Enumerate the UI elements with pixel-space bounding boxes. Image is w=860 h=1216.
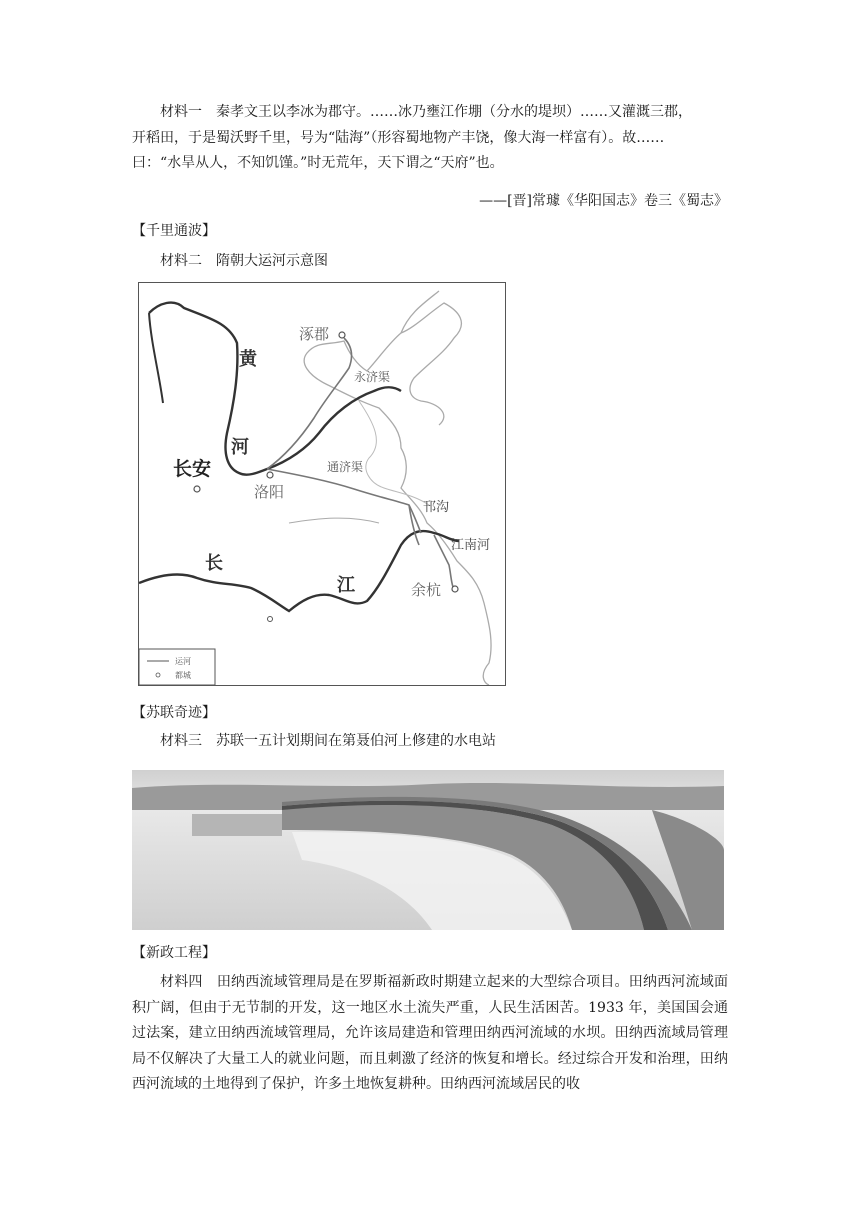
luoyang-city-dot [267, 472, 273, 478]
label-changan: 长安 [173, 459, 212, 480]
power-house [192, 814, 282, 836]
zhuojun-city-dot [339, 332, 345, 338]
label-huang: 黄 [239, 349, 257, 369]
tongji-canal [267, 469, 421, 533]
label-tongji: 通济渠 [327, 460, 364, 474]
material-four-paragraph: 材料四 田纳西流域管理局是在罗斯福新政时期建立起来的大型综合项目。田纳西河流域面积广阔，但由于无节制的开发，这一地区水土流失严重，人民生活困苦。1933 年，美国国会通过法案，建立田纳西流域管理局，允许该局建造和管理田纳西河流域的水坝。田纳西流域局管理局不仅解决了大量工人的就业问题，而且刺激了经济的恢复和增长。经过综合开发和治理，田纳西河流域的土地得到了保护，许多土地恢复耕种。田纳西河流域居民的收 [132, 974, 728, 1092]
section-title-canal: 【千里通波】 [132, 223, 216, 239]
minor-river [289, 518, 379, 523]
dam-illustration [132, 770, 724, 930]
changan-city-dot [194, 486, 200, 492]
legend-canal-label: 运河 [175, 657, 191, 666]
material-two-title: 材料二 隋朝大运河示意图 [160, 253, 328, 269]
section-title-soviet: 【苏联奇迹】 [132, 705, 216, 721]
map-drawing [139, 283, 505, 685]
section-title-new-deal: 【新政工程】 [132, 945, 216, 961]
label-luoyang: 洛阳 [254, 484, 285, 501]
material-one-line-3: 曰：“水旱从人，不知饥馑。”时无荒年，天下谓之“天府”也。 [132, 155, 504, 171]
material-one-citation: ——[晋]常璩《华阳国志》卷三《蜀志》 [479, 193, 728, 209]
material-one-line-2: 开稻田，于是蜀沃野千里，号为“陆海”（形容蜀地物产丰饶，像大海一样富有）。故…… [132, 129, 665, 146]
label-zhuojun: 涿郡 [299, 326, 330, 343]
yellow-river-source [149, 313, 163, 403]
label-yuhang: 余杭 [411, 582, 442, 599]
yellow-river [149, 303, 401, 475]
coastline [304, 291, 491, 685]
label-yongji: 永济渠 [354, 370, 391, 384]
yongji-canal [267, 338, 351, 469]
yuhang-city-dot [452, 586, 458, 592]
label-jiangnan: 江南河 [451, 537, 491, 552]
material-one-paragraph [132, 100, 728, 177]
label-chang: 长 [205, 553, 223, 573]
label-jiang: 江 [337, 575, 355, 595]
legend-city-dot [156, 673, 160, 677]
peninsula-outline [401, 303, 461, 425]
material-three-title: 材料三 苏联一五计划期间在第聂伯河上修建的水电站 [160, 733, 496, 749]
dnieper-dam-photo [132, 770, 724, 930]
label-he: 河 [231, 437, 249, 457]
grand-canal-map [138, 282, 506, 686]
material-one-line-1: 材料一 秦孝文王以李冰为郡守。……冰乃壅江作堋（分水的堤坝）……又灌溉三郡， [160, 104, 692, 120]
region-border [359, 401, 429, 505]
label-hangou: 邗沟 [423, 499, 450, 514]
misc-city-dot [268, 617, 273, 622]
legend-city-label: 都城 [175, 671, 191, 680]
yangtze-river [139, 531, 459, 611]
